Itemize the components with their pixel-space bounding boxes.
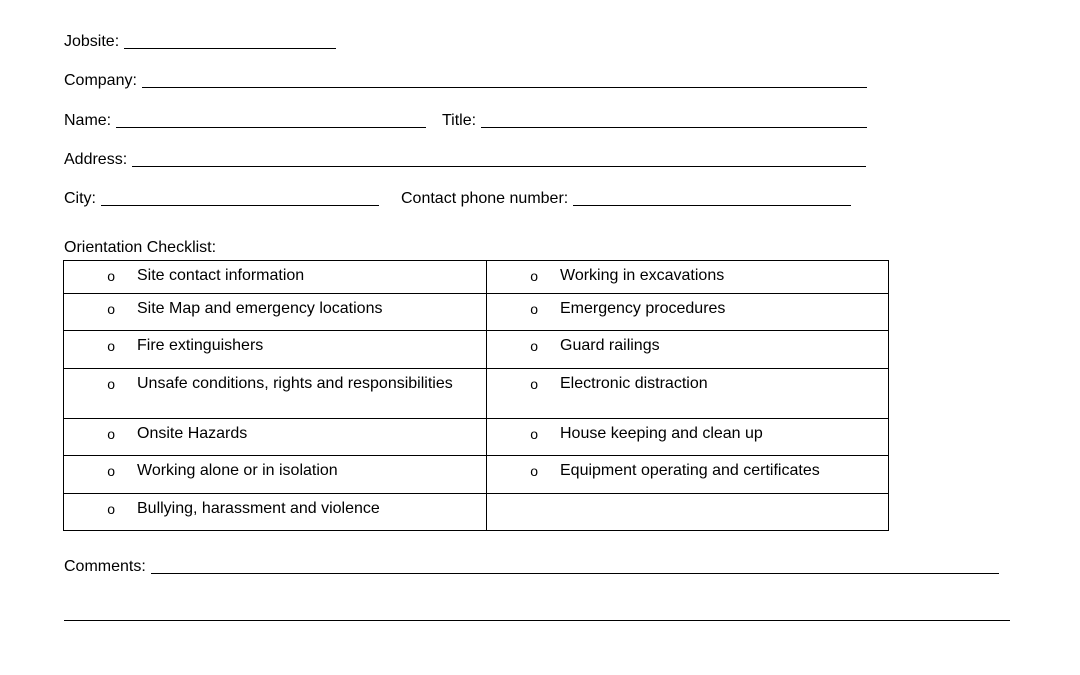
checklist-item: Site Map and emergency locations <box>137 300 383 317</box>
checklist-item: Fire extinguishers <box>137 337 264 354</box>
bullet-icon: o <box>530 426 538 442</box>
bullet-icon: o <box>530 463 538 479</box>
checklist-cell <box>487 331 889 369</box>
city-label: City: <box>64 190 96 207</box>
table-row <box>64 261 889 294</box>
table-row <box>64 369 889 419</box>
name-row <box>64 112 426 130</box>
checklist-item: Guard railings <box>560 337 660 354</box>
bullet-icon: o <box>530 376 538 392</box>
jobsite-row <box>64 33 336 51</box>
checklist-cell <box>64 294 487 331</box>
table-row <box>64 419 889 456</box>
name-field[interactable] <box>116 127 426 128</box>
jobsite-field[interactable] <box>124 48 336 49</box>
title-field[interactable] <box>481 127 867 128</box>
checklist-item: Electronic distraction <box>560 375 708 392</box>
checklist-title: Orientation Checklist: <box>64 239 217 256</box>
comments-label: Comments: <box>64 558 146 575</box>
checklist-cell <box>64 369 487 419</box>
phone-field[interactable] <box>573 205 851 206</box>
checklist-item: Working alone or in isolation <box>137 462 338 479</box>
checklist-cell-empty <box>487 494 889 531</box>
table-row <box>64 294 889 331</box>
checklist-item: Unsafe conditions, rights and responsibilities <box>137 375 453 392</box>
bullet-icon: o <box>107 426 115 442</box>
checklist-cell <box>64 331 487 369</box>
company-field[interactable] <box>142 87 867 88</box>
phone-row <box>401 190 851 208</box>
checklist-cell <box>487 456 889 494</box>
checklist-item: Bullying, harassment and violence <box>137 500 380 517</box>
checklist-cell <box>487 419 889 456</box>
checklist-item: Onsite Hazards <box>137 425 248 442</box>
checklist-cell <box>487 261 889 294</box>
bullet-icon: o <box>107 268 115 284</box>
checklist-cell <box>64 494 487 531</box>
city-row <box>64 190 379 208</box>
checklist-item: House keeping and clean up <box>560 425 763 442</box>
comments-field[interactable] <box>151 573 999 574</box>
title-row <box>442 112 867 130</box>
checklist-table <box>63 260 889 531</box>
bullet-icon: o <box>530 268 538 284</box>
company-label: Company: <box>64 72 137 89</box>
address-label: Address: <box>64 151 128 168</box>
checklist-cell <box>64 261 487 294</box>
checklist-item: Emergency procedures <box>560 300 726 317</box>
title-label: Title: <box>442 112 477 129</box>
checklist-cell <box>487 294 889 331</box>
phone-label: Contact phone number: <box>401 190 569 207</box>
comments-row <box>64 558 999 576</box>
name-label: Name: <box>64 112 112 129</box>
bullet-icon: o <box>107 301 115 317</box>
checklist-cell <box>64 419 487 456</box>
bullet-icon: o <box>107 463 115 479</box>
checklist-item: Equipment operating and certificates <box>560 462 820 479</box>
bullet-icon: o <box>530 338 538 354</box>
bullet-icon: o <box>107 501 115 517</box>
checklist-item: Working in excavations <box>560 267 725 284</box>
table-row <box>64 494 889 531</box>
checklist-cell <box>64 456 487 494</box>
jobsite-label: Jobsite: <box>64 33 120 50</box>
comments-field-line-2[interactable] <box>64 620 1010 621</box>
table-row <box>64 331 889 369</box>
address-field[interactable] <box>132 166 866 167</box>
address-row <box>64 151 866 169</box>
checklist-item: Site contact information <box>137 267 305 284</box>
company-row <box>64 72 867 90</box>
city-field[interactable] <box>101 205 379 206</box>
table-row <box>64 456 889 494</box>
bullet-icon: o <box>530 301 538 317</box>
bullet-icon: o <box>107 376 115 392</box>
bullet-icon: o <box>107 338 115 354</box>
checklist-cell <box>487 369 889 419</box>
